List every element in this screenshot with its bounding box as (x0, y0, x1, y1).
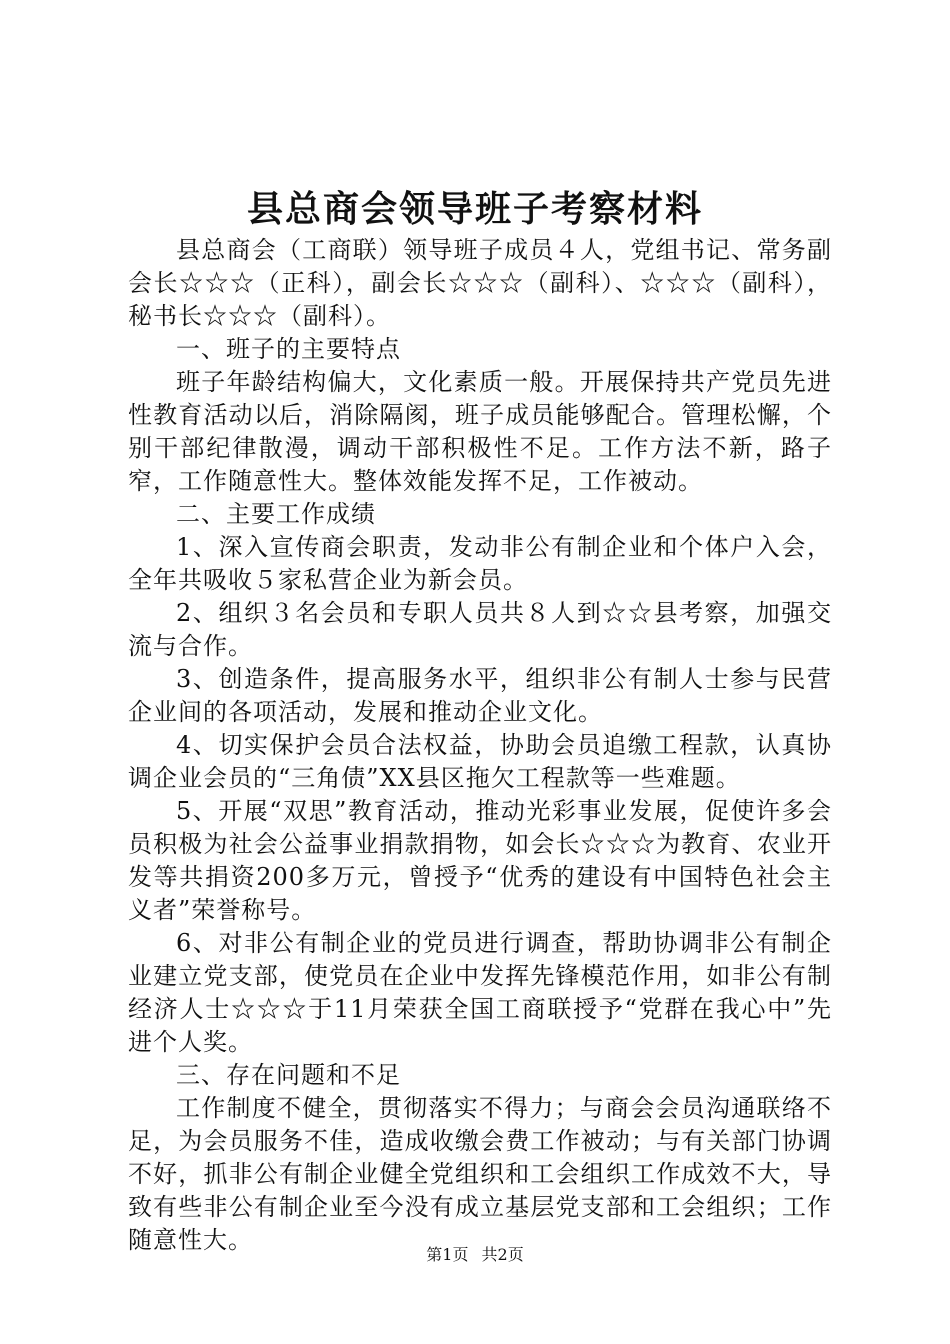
document-title: 县总商会领导班子考察材料 (246, 188, 703, 230)
section-heading-1: 一、班子的主要特点 (176, 335, 401, 363)
achievement-item-4: 4、切实保护会员合法权益，协助会员追缴工程款，认真协调企业会员的“三角债”XX县区拖欠工程款等一些难题。 (128, 731, 832, 792)
page-footer (0, 1243, 950, 1267)
page-number-total: 共2页 (481, 1245, 524, 1264)
paragraph-intro: 县总商会（工商联）领导班子成员４人，党组书记、常务副会长☆☆☆（正科），副会长☆☆☆（副科）、☆☆☆（副科），秘书长☆☆☆（副科）。 (128, 236, 832, 330)
section-heading-2: 二、主要工作成绩 (176, 500, 376, 528)
section-heading-3: 三、存在问题和不足 (176, 1061, 401, 1089)
document-body (128, 234, 832, 1257)
achievement-item-3: 3、创造条件，提高服务水平，组织非公有制人士参与民营企业间的各项活动，发展和推动企业文化。 (128, 665, 832, 726)
page-number-current: 第1页 (426, 1245, 469, 1264)
achievement-item-5: 5、开展“双思”教育活动，推动光彩事业发展，促使许多会员积极为社会公益事业捐款捐物，如会长☆☆☆为教育、农业开发等共捐资200多万元，曾授予“优秀的建设有中国特色社会主义者”荣誉称号。 (128, 797, 832, 924)
achievement-item-2: 2、组织３名会员和专职人员共８人到☆☆县考察，加强交流与合作。 (128, 599, 832, 660)
achievement-item-6: 6、对非公有制企业的党员进行调查，帮助协调非公有制企业建立党支部，使党员在企业中发挥先锋模范作用，如非公有制经济人士☆☆☆于11月荣获全国工商联授予“党群在我心中”先进个人奖。 (128, 929, 832, 1056)
paragraph-problems: 工作制度不健全，贯彻落实不得力；与商会会员沟通联络不足，为会员服务不佳，造成收缴会费工作被动；与有关部门协调不好，抓非公有制企业健全党组织和工会组织工作成效不大，导致有些非公有制企业至今没有成立基层党支部和工会组织；工作随意性大。 (128, 1094, 832, 1254)
achievement-item-1: 1、深入宣传商会职责，发动非公有制企业和个体户入会，全年共吸收５家私营企业为新会员。 (128, 533, 832, 594)
paragraph-features: 班子年龄结构偏大，文化素质一般。开展保持共产党员先进性教育活动以后，消除隔阂，班子成员能够配合。管理松懈，个别干部纪律散漫，调动干部积极性不足。工作方法不新，路子窄，工作随意性大。整体效能发挥不足，工作被动。 (128, 368, 832, 495)
